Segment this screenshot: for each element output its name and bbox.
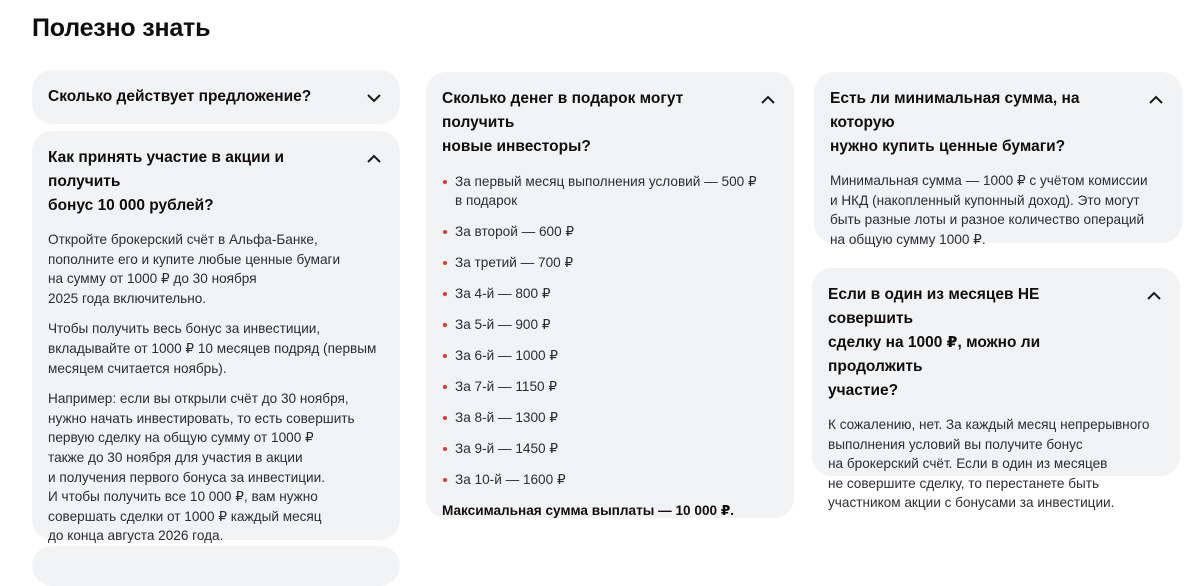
faq-answer-paragraph: Например: если вы открыли счёт до 30 ноября, нужно начать инвестировать, то есть совершить первую сделку на общую сумму от 1000 ₽ также до 30 ноября для участия в акции и получения первого бонуса за инвестиции. И чтобы получить все 10 000 ₽, вам нужно совершать сделки от 1000 ₽ каждый месяц до конца августа 2026 года.: [48, 391, 355, 544]
bonus-list-item: За 5-й — 900 ₽: [442, 315, 778, 334]
faq-item-gift-amount: [426, 72, 794, 518]
faq-question[interactable]: Если в один из месяцев НЕ совершить сделку на 1000 ₽, можно ли продолжить участие?: [828, 286, 1041, 399]
faq-answer-paragraph: К сожалению, нет. За каждый месяц непрерывного выполнения условий вы получите бонус на брокерский счёт. Если в один из месяцев не совершите сделку, то перестанете быть участником акции с бонусами за инвестиции.: [828, 417, 1150, 511]
faq-answer-paragraph: Минимальная сумма — 1000 ₽ с учётом комиссии и НКД (накопленный купонный доход). Это могут быть разные лоты и разное количество операций на общую сумму 1000 ₽.: [830, 173, 1148, 247]
faq-answer-paragraph: Чтобы получить весь бонус за инвестиции, вкладывайте от 1000 ₽ 10 месяцев подряд (первым месяцем считается ноябрь).: [48, 321, 377, 376]
faq-question[interactable]: Сколько действует предложение?: [48, 88, 312, 105]
faq-question[interactable]: Есть ли минимальная сумма, на которую нужно купить ценные бумаги?: [830, 90, 1080, 155]
bonus-list-item: За 10-й — 1600 ₽: [442, 470, 778, 489]
section-title: Полезно знать: [32, 14, 211, 42]
faq-item-next[interactable]: [32, 546, 400, 586]
chevron-down-icon[interactable]: [366, 90, 382, 106]
bonus-list-item: За 8-й — 1300 ₽: [442, 408, 778, 427]
bonus-list-item: За 9-й — 1450 ₽: [442, 439, 778, 458]
faq-question[interactable]: Сколько денег в подарок могут получить новые инвесторы?: [442, 90, 684, 155]
chevron-up-icon[interactable]: [1146, 288, 1162, 304]
faq-item-minimum-amount: [814, 72, 1182, 247]
bonus-list-item: За первый месяц выполнения условий — 500 ₽ в подарок: [442, 172, 778, 210]
chevron-up-icon[interactable]: [1148, 92, 1164, 108]
faq-question[interactable]: Как принять участие в акции и получить бонус 10 000 рублей?: [48, 149, 285, 214]
chevron-up-icon[interactable]: [760, 92, 776, 108]
chevron-up-icon[interactable]: [366, 151, 382, 167]
max-payout-summary: Максимальная сумма выплаты — 10 000 ₽.: [442, 503, 735, 518]
bonus-list-item: За 6-й — 1000 ₽: [442, 346, 778, 365]
faq-item-offer-duration[interactable]: [32, 70, 400, 124]
bonus-list-item: За 4-й — 800 ₽: [442, 284, 778, 303]
faq-answer-paragraph: Откройте брокерский счёт в Альфа-Банке, пополните его и купите любые ценные бумаги на сумму от 1000 ₽ до 30 ноября 2025 года включительно.: [48, 232, 341, 306]
faq-item-how-to-participate: [32, 131, 400, 544]
bonus-list-item: За второй — 600 ₽: [442, 222, 778, 241]
bonus-list-item: За третий — 700 ₽: [442, 253, 778, 272]
bonus-list-item: За 7-й — 1150 ₽: [442, 377, 778, 396]
faq-item-missed-month: [812, 268, 1180, 511]
bonus-list: [442, 172, 778, 489]
